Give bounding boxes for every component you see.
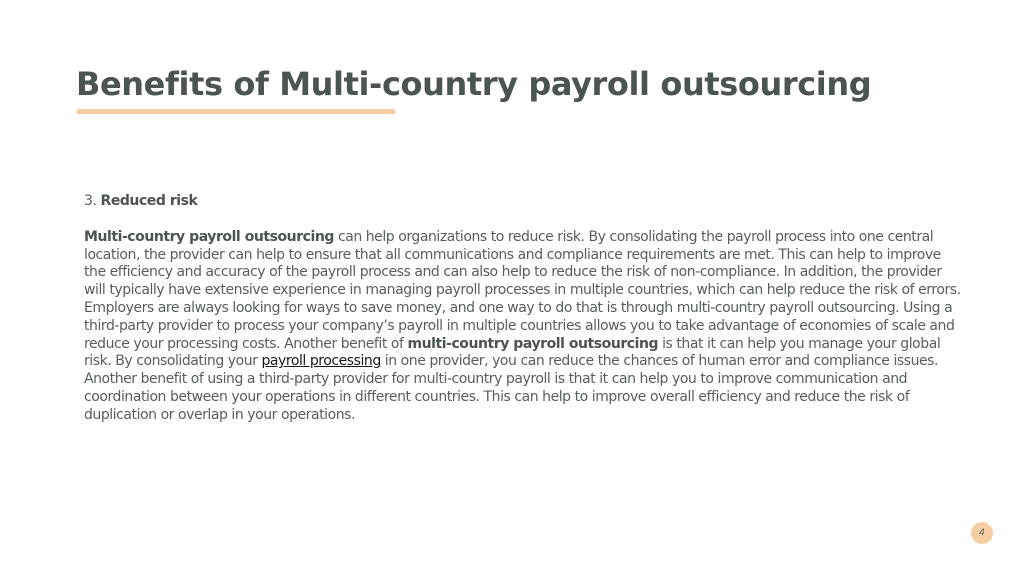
body-text-2: is that it can help you manage your global risk. By consolidating your (84, 335, 941, 370)
title-underline (77, 109, 395, 114)
body-text-1: can help organizations to reduce risk. By consolidating the payroll process into one central location, the provider can help to ensure that all communications and compliance requirements are met. This can help to improve the efficiency and accuracy of the payroll process and can also help to reduce the risk of non-compliance. In addition, the provider will typically have extensive experience in managing payroll processes in multiple countries, which can help reduce the risk of errors. Employers are always looking for ways to save money, and one way to do that is through multi-country payroll outsourcing. Using a third-party provider to process your company’s payroll in multiple countries allows you to take advantage of economies of scale and reduce your processing costs. Another benefit of (84, 228, 961, 352)
mid-bold-text: multi-country payroll outsourcing (407, 335, 659, 352)
slide-title: Benefits of Multi-country payroll outsourcing (76, 65, 872, 103)
section-number: 3. (84, 193, 97, 209)
body-paragraph (84, 229, 964, 425)
payroll-processing-link[interactable]: payroll processing (261, 353, 381, 370)
section-heading (84, 193, 964, 211)
lead-bold-text: Multi-country payroll outsourcing (84, 228, 334, 245)
section-heading-text: Reduced risk (100, 193, 198, 209)
slide-content (84, 193, 964, 425)
body-text-3: in one provider, you can reduce the chances of human error and compliance issues. Another benefit of using a third-party provider for multi-country payroll is that it can help you to improve communication and coordination between your operations in different countries. This can help to improve overall efficiency and reduce the risk of duplication or overlap in your operations. (84, 353, 939, 423)
page-number-badge: 4 (971, 522, 993, 544)
